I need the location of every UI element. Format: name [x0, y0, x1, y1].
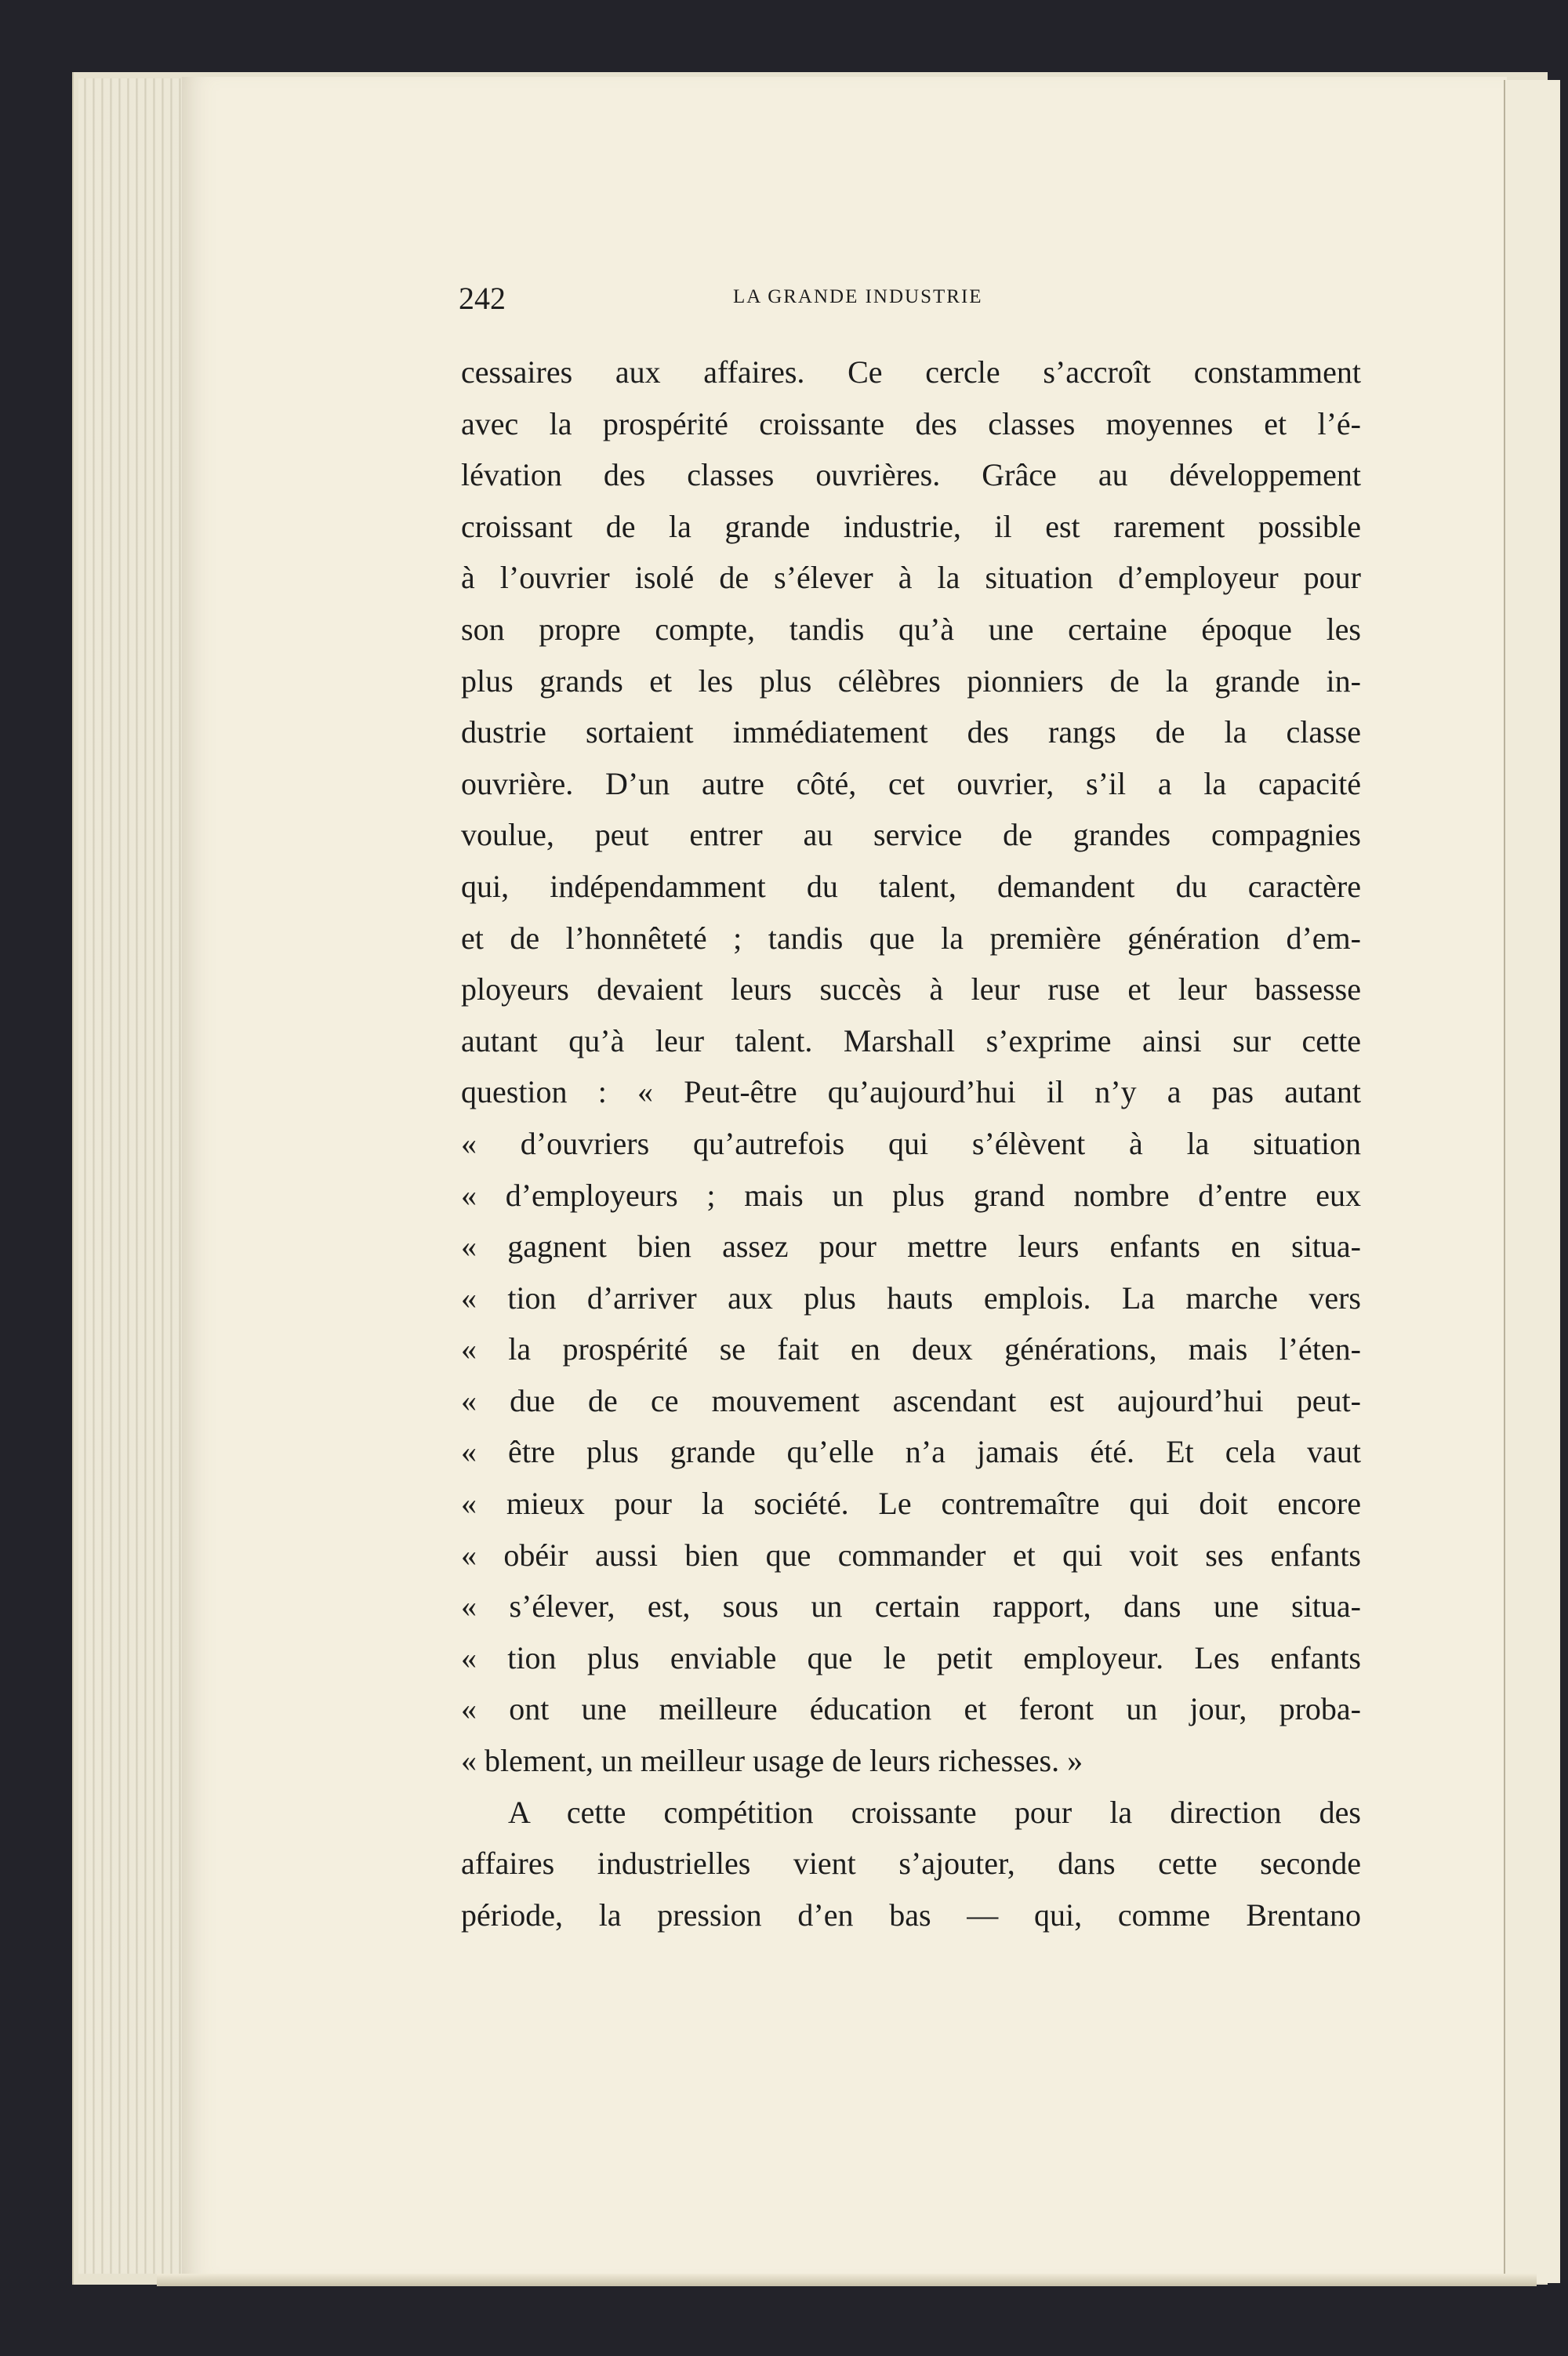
page-number: 242 [459, 281, 506, 316]
quote-line: « mieux pour la société. Le contremaître qui doit encore [461, 1486, 1361, 1522]
text-line: voulue, peut entrer au service de grandes compagnies [461, 817, 1361, 853]
text-line: plus grands et les plus célèbres pionniers de la grande in- [461, 663, 1361, 699]
book-bottom-edge [157, 2274, 1537, 2286]
text-line: ployeurs devaient leurs succès à leur ruse et leur bassesse [461, 971, 1361, 1007]
quote-line: « d’ouvriers qu’autrefois qui s’élèvent à la situation [461, 1125, 1361, 1161]
quote-line: « due de ce mouvement ascendant est aujourd’hui peut- [461, 1382, 1361, 1418]
book-page-edges [78, 78, 188, 2274]
text-line: son propre compte, tandis qu’à une certaine époque les [461, 611, 1361, 647]
text-line: période, la pression d’en bas — qui, comme Brentano [461, 1897, 1361, 1933]
text-line: question : « Peut-être qu’aujourd’hui il n’y a pas autant [461, 1074, 1361, 1110]
quote-line: « s’élever, est, sous un certain rapport, dans une situa- [461, 1588, 1361, 1625]
body-text [461, 347, 1361, 1940]
quote-line: « être plus grande qu’elle n’a jamais été. Et cela vaut [461, 1434, 1361, 1470]
quote-line: « obéir aussi bien que commander et qui voit ses enfants [461, 1537, 1361, 1573]
facing-page-edge [1504, 80, 1560, 2283]
quote-line: « la prospérité se fait en deux générations, mais l’éten- [461, 1331, 1361, 1367]
text-line: avec la prospérité croissante des classes moyennes et l’é- [461, 405, 1361, 441]
text-line: lévation des classes ouvrières. Grâce au développement [461, 457, 1361, 493]
quote-line: « d’employeurs ; mais un plus grand nombre d’entre eux [461, 1177, 1361, 1213]
running-title: LA GRANDE INDUSTRIE [733, 286, 983, 307]
quote-line: « ont une meilleure éducation et feront un jour, proba- [461, 1691, 1361, 1727]
text-line: à l’ouvrier isolé de s’élever à la situation d’employeur pour [461, 560, 1361, 596]
text-line: cessaires aux affaires. Ce cercle s’accroît constamment [461, 354, 1361, 390]
text-line: autant qu’à leur talent. Marshall s’exprime ainsi sur cette [461, 1022, 1361, 1058]
quote-line: « blement, un meilleur usage de leurs richesses. » [461, 1743, 1083, 1779]
text-line: et de l’honnêteté ; tandis que la première génération d’em- [461, 920, 1361, 956]
text-line: affaires industrielles vient s’ajouter, dans cette seconde [461, 1846, 1361, 1882]
text-line: A cette compétition croissante pour la direction des [508, 1794, 1361, 1830]
text-line: croissant de la grande industrie, il est rarement possible [461, 508, 1361, 544]
quote-line: « tion d’arriver aux plus hauts emplois. La marche vers [461, 1280, 1361, 1316]
text-line: dustrie sortaient immédiatement des rangs de la classe [461, 714, 1361, 750]
quote-line: « tion plus enviable que le petit employeur. Les enfants [461, 1639, 1361, 1675]
text-line: ouvrière. D’un autre côté, cet ouvrier, s’il a la capacité [461, 765, 1361, 801]
page-header [459, 280, 1384, 319]
quote-line: « gagnent bien assez pour mettre leurs enfants en situa- [461, 1229, 1361, 1265]
text-line: qui, indépendamment du talent, demandent du caractère [461, 868, 1361, 904]
